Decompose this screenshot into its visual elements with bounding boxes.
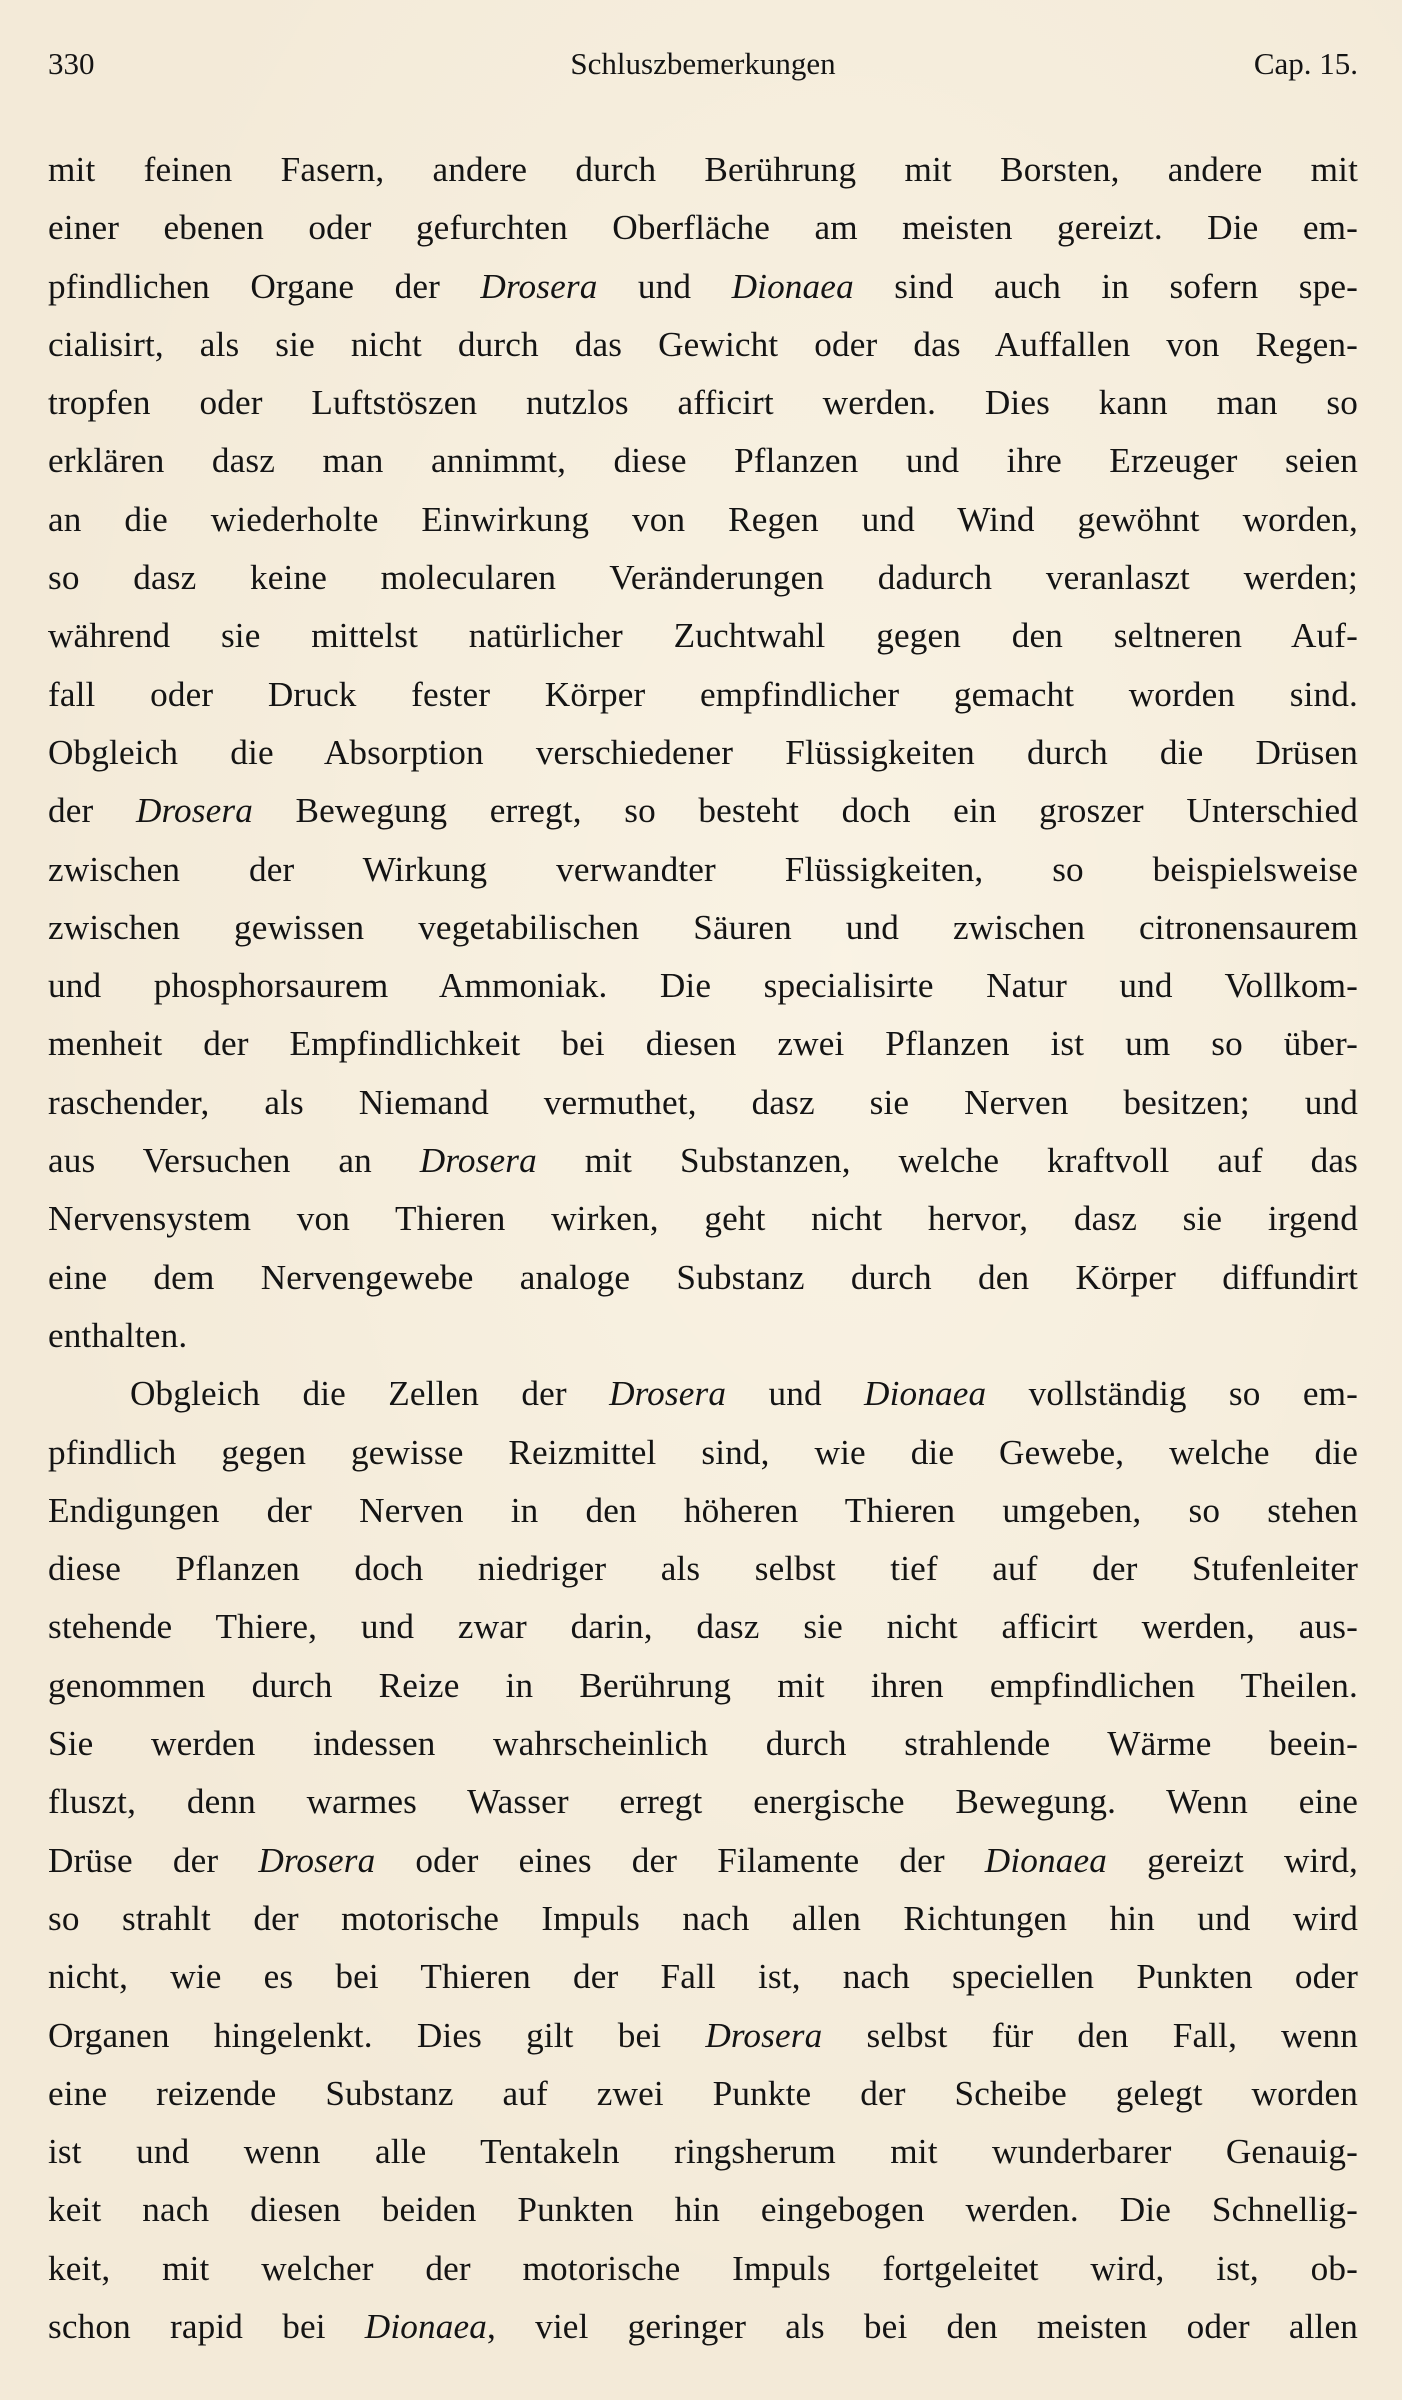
text-line (48, 1832, 1358, 1890)
text-line (48, 1657, 1358, 1715)
text-line (48, 141, 1358, 199)
text-segment: aus Versuchen an (48, 1141, 420, 1181)
italic-term: Drosera (258, 1840, 376, 1880)
text-line (48, 782, 1358, 840)
text-line (48, 2065, 1358, 2123)
text-segment: stehende Thiere, und zwar darin, dasz sie nicht afficirt werden, aus- (48, 1607, 1358, 1647)
text-segment: pfindlichen Organe der (48, 266, 481, 306)
text-segment: einer ebenen oder gefurchten Oberfläche am meisten gereizt. Die em- (48, 208, 1358, 248)
text-segment: Obgleich die Absorption verschiedener Flüssigkeiten durch die Drüsen (48, 732, 1358, 772)
text-segment: keit, mit welcher der motorische Impuls fortgeleitet wird, ist, ob- (48, 2248, 1358, 2288)
italic-term: Drosera (609, 1374, 727, 1414)
text-line (48, 1249, 1358, 1307)
text-segment: Sie werden indessen wahrscheinlich durch strahlende Wärme beein- (48, 1724, 1358, 1764)
text-segment: zwischen gewissen vegetabilischen Säuren und zwischen citronensaurem (48, 907, 1358, 947)
text-line (48, 724, 1358, 782)
italic-term: Drosera (135, 791, 253, 831)
text-line (48, 1773, 1358, 1831)
italic-term: Drosera (419, 1141, 537, 1181)
page-number: 330 (48, 46, 95, 81)
text-segment: an die wiederholte Einwirkung von Regen und Wind gewöhnt worden, (48, 499, 1358, 539)
text-segment: mit Substanzen, welche kraftvoll auf das (536, 1141, 1358, 1181)
italic-term: Dionaea (731, 266, 854, 306)
text-segment: fall oder Druck fester Körper empfindlicher gemacht worden sind. (48, 674, 1358, 714)
text-segment: Nervensystem von Thieren wirken, geht nicht hervor, dasz sie irgend (48, 1199, 1358, 1239)
italic-term: Drosera (480, 266, 598, 306)
text-line (48, 1074, 1358, 1132)
text-segment: oder eines der Filamente der (375, 1840, 985, 1880)
text-segment: Obgleich die Zellen der (130, 1374, 610, 1414)
text-segment: vollständig so em- (986, 1374, 1359, 1414)
text-segment: nicht, wie es bei Thieren der Fall ist, nach speciellen Punkten oder (48, 1957, 1358, 1997)
text-segment: schon rapid bei (48, 2306, 365, 2346)
text-line (48, 1540, 1358, 1598)
text-segment: so strahlt der motorische Impuls nach allen Richtungen hin und wird (48, 1898, 1358, 1938)
text-line (48, 1890, 1358, 1948)
italic-term: Drosera (705, 2015, 823, 2055)
italic-term: Dionaea (864, 1374, 987, 1414)
text-line (48, 1190, 1358, 1248)
text-segment: der (48, 791, 136, 831)
text-line (48, 2240, 1358, 2298)
text-line (48, 1482, 1358, 1540)
italic-term: Dionaea (984, 1840, 1108, 1880)
text-line (48, 1365, 1358, 1423)
text-line (48, 549, 1358, 607)
text-line (48, 1015, 1358, 1073)
text-segment: , viel geringer als bei den meisten oder allen (487, 2306, 1358, 2346)
running-title: Schluszbemerkungen (570, 46, 836, 81)
running-header (48, 46, 1358, 96)
text-segment: fluszt, denn warmes Wasser erregt energische Bewegung. Wenn eine (48, 1782, 1358, 1822)
text-segment: und (726, 1374, 865, 1414)
text-line (48, 841, 1358, 899)
text-segment: Organen hingelenkt. Dies gilt bei (48, 2015, 706, 2055)
text-segment: genommen durch Reize in Berührung mit ihren empfindlichen Theilen. (48, 1665, 1358, 1705)
text-line (48, 199, 1358, 257)
italic-term: Dionaea (364, 2306, 488, 2346)
text-segment: zwischen der Wirkung verwandter Flüssigkeiten, so beispielsweise (48, 849, 1358, 889)
text-line (48, 2298, 1358, 2356)
text-line (48, 1307, 1358, 1365)
chapter-label: Cap. 15. (1253, 46, 1358, 81)
text-segment: eine dem Nervengewebe analoge Substanz durch den Körper diffundirt (48, 1257, 1358, 1297)
text-line (48, 316, 1358, 374)
text-line (48, 1132, 1358, 1190)
text-segment: menheit der Empfindlichkeit bei diesen zwei Pflanzen ist um so über- (48, 1024, 1358, 1064)
text-segment: mit feinen Fasern, andere durch Berührung mit Borsten, andere mit (48, 150, 1358, 189)
text-segment: und phosphorsaurem Ammoniak. Die specialisirte Natur und Vollkom- (48, 966, 1358, 1006)
text-segment: raschender, als Niemand vermuthet, dasz sie Nerven besitzen; und (48, 1082, 1358, 1122)
text-line (48, 1715, 1358, 1773)
text-segment: sind auch in sofern spe- (853, 266, 1359, 306)
text-segment: pfindlich gegen gewisse Reizmittel sind, wie die Gewebe, welche die (48, 1432, 1358, 1472)
text-line (48, 666, 1358, 724)
text-segment: tropfen oder Luftstöszen nutzlos afficirt werden. Dies kann man so (48, 383, 1358, 423)
text-line (48, 374, 1358, 432)
text-segment: selbst für den Fall, wenn (822, 2015, 1358, 2055)
text-line (48, 2123, 1358, 2181)
text-line (48, 957, 1358, 1015)
text-line (48, 432, 1358, 490)
text-segment: erklären dasz man annimmt, diese Pflanzen und ihre Erzeuger seien (48, 441, 1358, 481)
text-segment: Bewegung erregt, so besteht doch ein groszer Unterschied (252, 791, 1358, 831)
text-segment: und (597, 266, 732, 306)
text-segment: eine reizende Substanz auf zwei Punkte der Scheibe gelegt worden (48, 2073, 1358, 2113)
text-line (48, 1598, 1358, 1656)
text-segment: so dasz keine molecularen Veränderungen dadurch veranlaszt werden; (48, 558, 1358, 598)
body-text (48, 141, 1358, 2356)
text-segment: diese Pflanzen doch niedriger als selbst tief auf der Stufenleiter (48, 1549, 1358, 1589)
text-line (48, 258, 1358, 316)
text-line (48, 2007, 1358, 2065)
text-line (48, 607, 1358, 665)
text-line (48, 1948, 1358, 2006)
text-line (48, 1424, 1358, 1482)
text-segment: Endigungen der Nerven in den höheren Thieren umgeben, so stehen (48, 1490, 1358, 1530)
text-line (48, 899, 1358, 957)
text-line (48, 2181, 1358, 2239)
text-segment: ist und wenn alle Tentakeln ringsherum mit wunderbarer Genauig- (48, 2132, 1358, 2172)
text-segment: enthalten. (48, 1315, 188, 1355)
text-segment: Drüse der (48, 1840, 259, 1880)
text-segment: während sie mittelst natürlicher Zuchtwahl gegen den seltneren Auf- (48, 616, 1358, 656)
text-segment: cialisirt, als sie nicht durch das Gewicht oder das Auffallen von Regen- (48, 324, 1358, 364)
text-line (48, 491, 1358, 549)
text-segment: keit nach diesen beiden Punkten hin eingebogen werden. Die Schnellig- (48, 2190, 1358, 2230)
text-segment: gereizt wird, (1107, 1840, 1358, 1880)
